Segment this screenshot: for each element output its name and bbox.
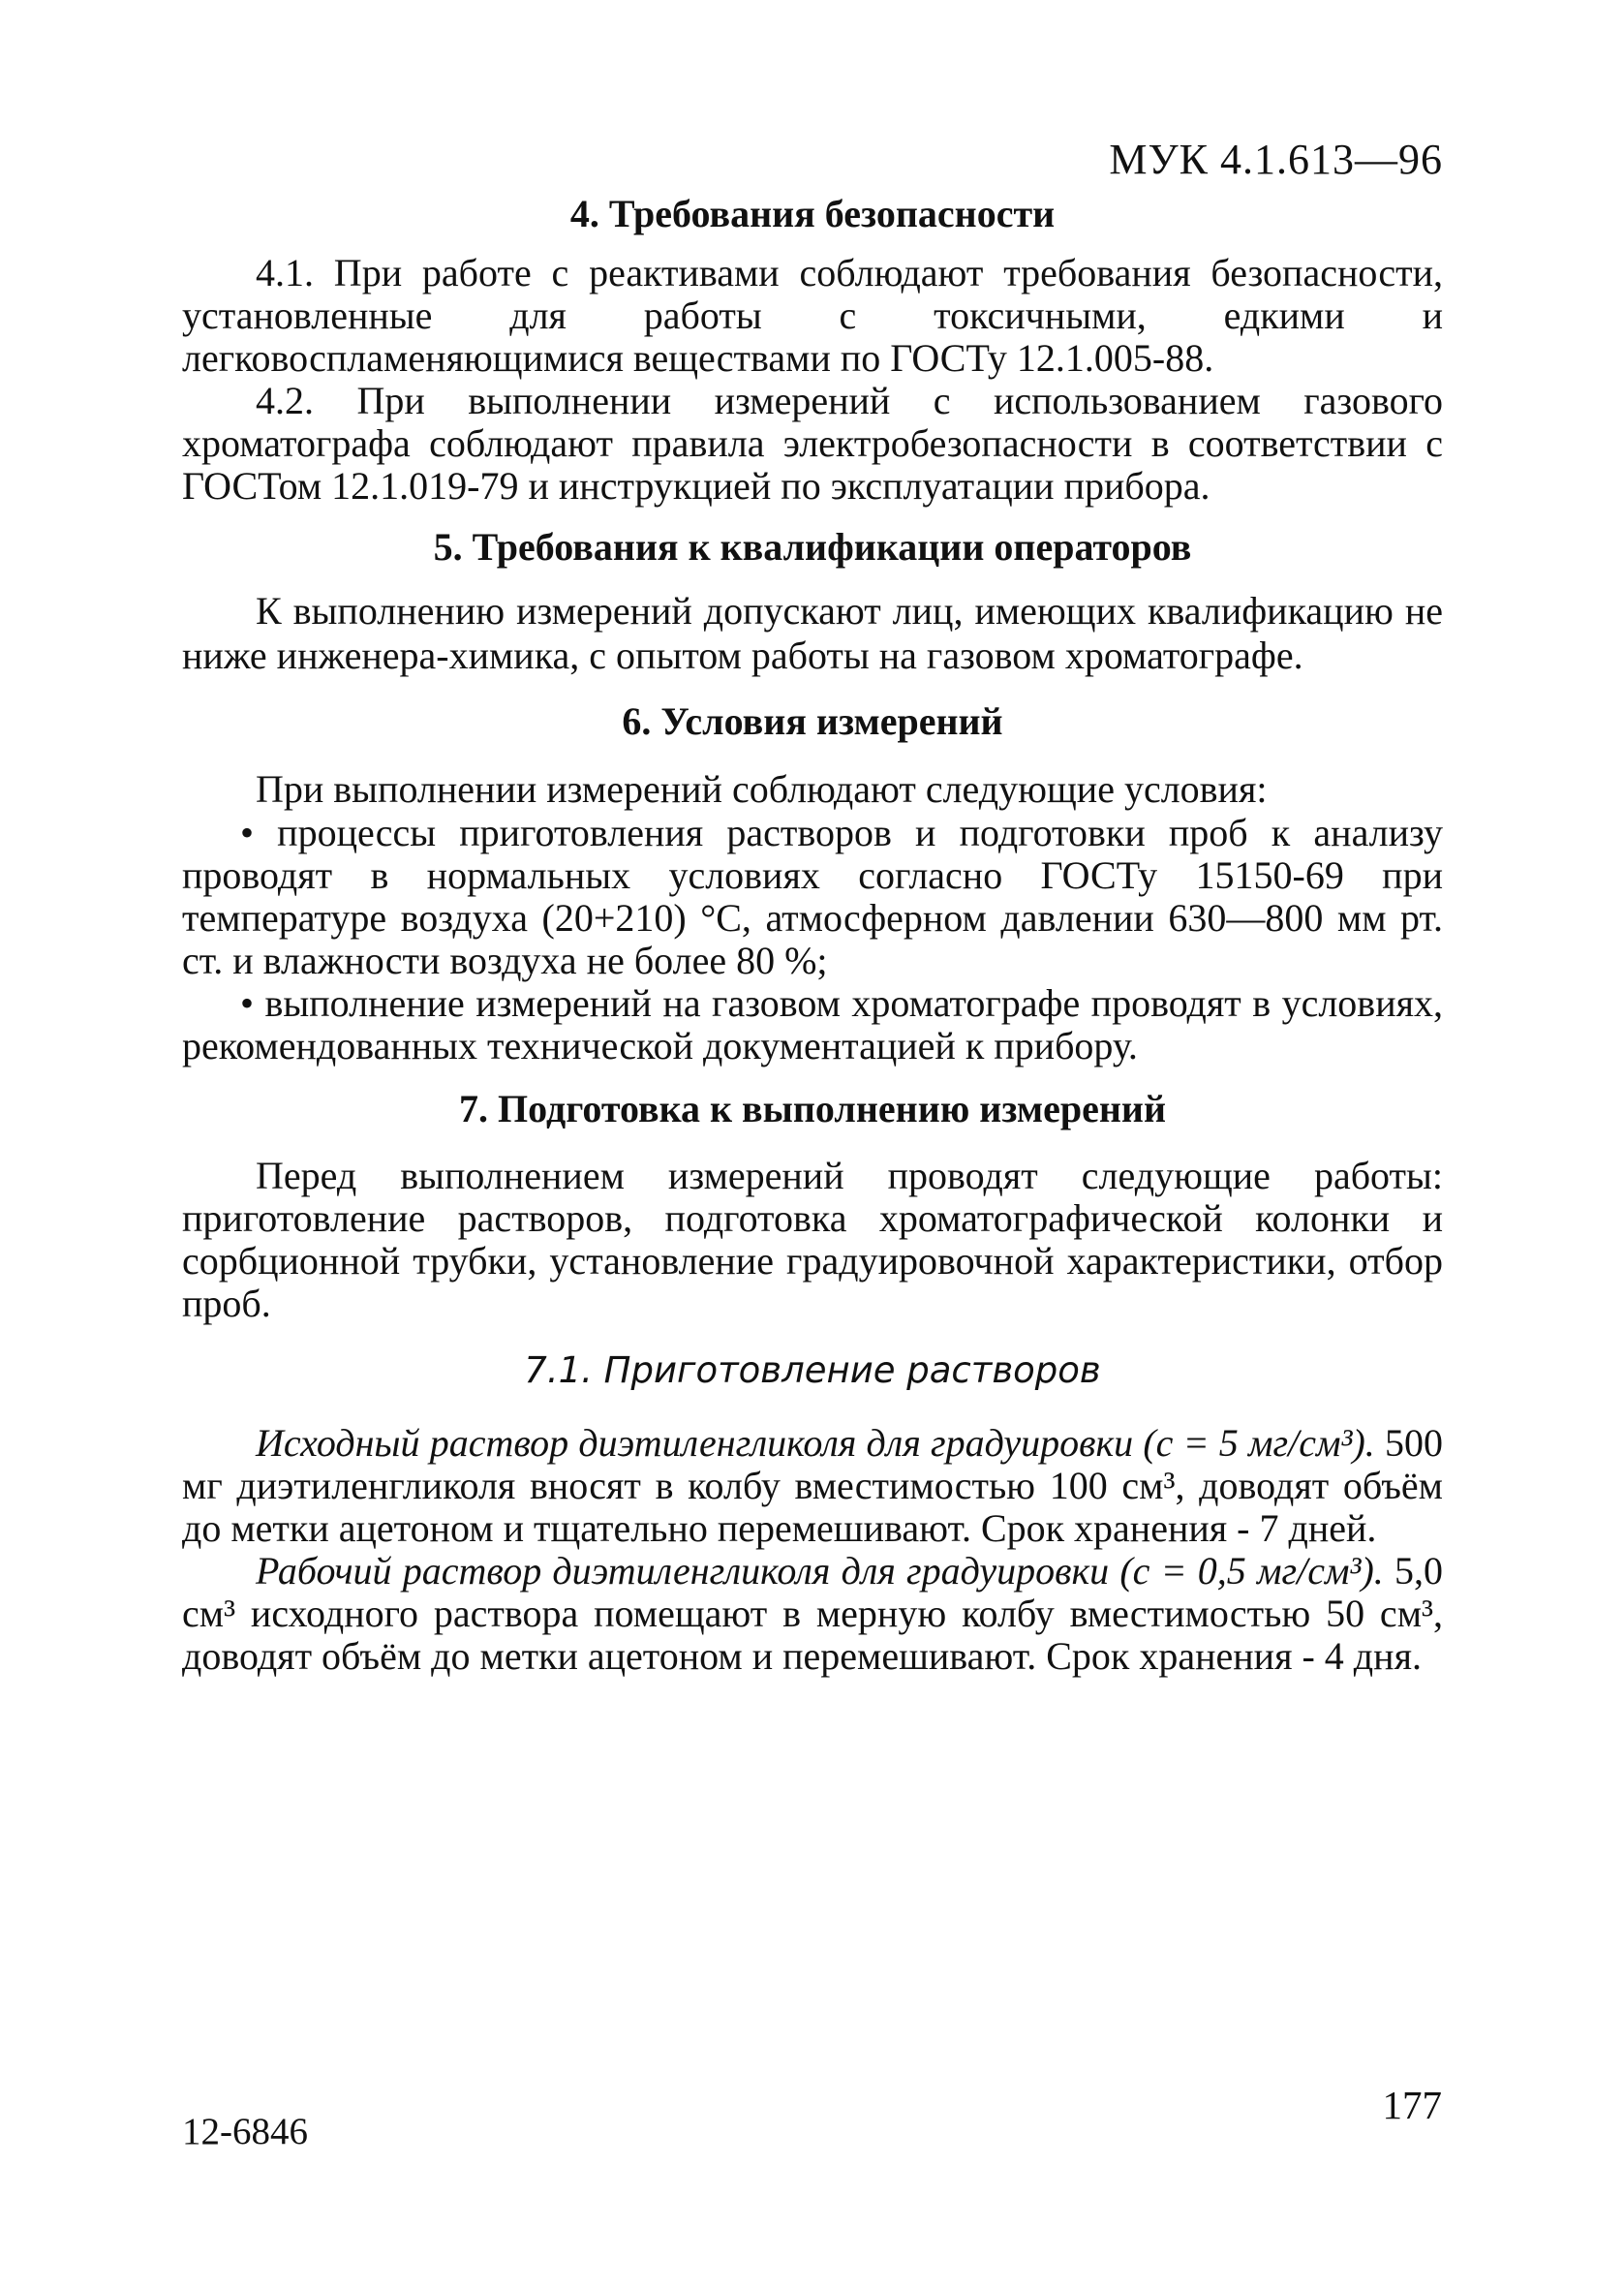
working-solution-paragraph [182, 1550, 1443, 1678]
stock-solution-title: Исходный раствор диэтиленгликоля для градуировки (с = 5 мг/см³). [256, 1421, 1375, 1465]
paragraph-6-intro: При выполнении измерений соблюдают следующие условия: [256, 767, 1268, 811]
page-content [182, 134, 1443, 1678]
section-5-heading: 5. Требования к квалификации операторов [433, 525, 1192, 569]
conditions-bullet-1: • процессы приготовления растворов и подготовки проб к анализу проводят в нормальных условиях согласно ГОСТу 15150-69 при температуре воздуха (20+210) °С, атмосферном давлении 630—800 мм рт. ст. и влажности воздуха не более 80 %; [182, 811, 1443, 982]
section-6-heading: 6. Условия измерений [622, 699, 1003, 743]
stock-solution-text: 500 мг диэтиленгликоля вносят в колбу вместимостью 100 см³, доводят объём до метки ацетоном и тщательно перемешивают. Срок хранения - 7 дней. [182, 1421, 1443, 1550]
section-4-heading: 4. Требования безопасности [569, 192, 1056, 235]
paragraph-7-intro: Перед выполнением измерений проводят следующие работы: приготовление растворов, подготовка хроматографической колонки и сорбционной трубки, установление градуировочной характеристики, отбор проб. [182, 1154, 1443, 1325]
working-solution-title: Рабочий раствор диэтиленгликоля для градуировки (с = 0,5 мг/см³). [256, 1549, 1384, 1593]
working-solution-text: 5,0 см³ исходного раствора помещают в мерную колбу вместимостью 50 см³, доводят объём до метки ацетоном и перемешивают. Срок хранения - 4 дня. [182, 1549, 1443, 1678]
paragraph-4-1: 4.1. При работе с реактивами соблюдают требования безопасности, установленные для работы с токсичными, едкими и легковоспламеняющимися веществами по ГОСТу 12.1.005-88. [182, 251, 1443, 380]
page-number: 177 [1382, 2083, 1442, 2127]
paragraph-5: К выполнению измерений допускают лиц, имеющих квалификацию не ниже инженера-химика, с опытом работы на газовом хроматографе. [182, 589, 1443, 677]
stock-solution-paragraph [182, 1422, 1443, 1550]
subsection-7-1-heading: 7.1. Приготовление растворов [524, 1349, 1101, 1391]
section-7-heading: 7. Подготовка к выполнению измерений [459, 1087, 1166, 1130]
conditions-bullet-2: • выполнение измерений на газовом хроматографе проводят в условиях, рекомендованных технической документацией к прибору. [182, 981, 1443, 1067]
paragraph-4-2: 4.2. При выполнении измерений с использованием газового хроматографа соблюдают правила электробезопасности в соответствии с ГОСТом 12.1.019-79 и инструкцией по эксплуатации прибора. [182, 379, 1443, 508]
sheet-code: 12-6846 [182, 2111, 308, 2152]
document-code: МУК 4.1.613—96 [1109, 136, 1443, 183]
